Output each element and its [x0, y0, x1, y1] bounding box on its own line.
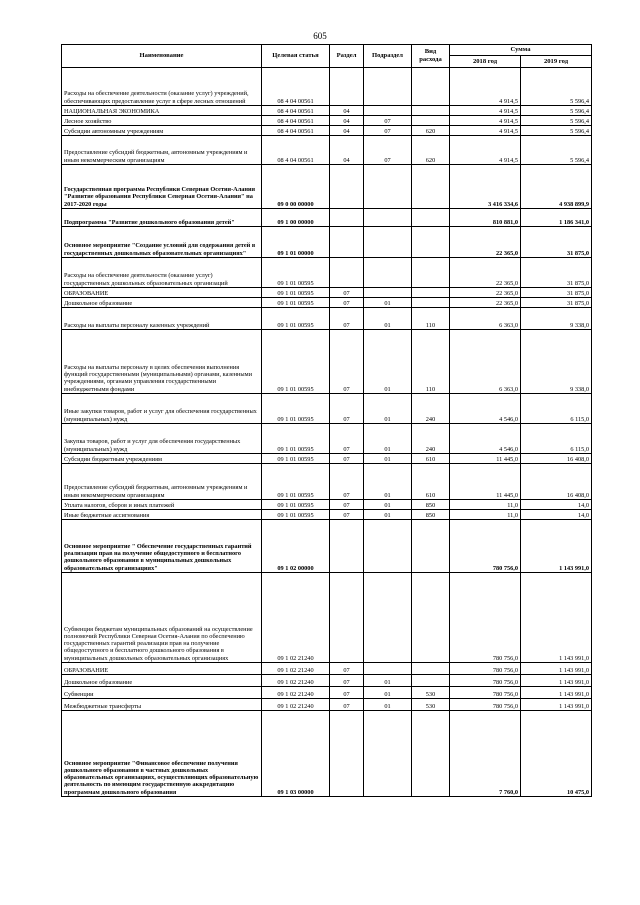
- row-expense-type: [412, 258, 450, 288]
- table-row: [62, 308, 592, 330]
- row-section: 07: [330, 298, 364, 308]
- row-name: Иные бюджетные ассигнования: [62, 510, 262, 520]
- row-2019: 10 475,0: [521, 711, 592, 797]
- row-target: 09 1 01 00595: [262, 298, 330, 308]
- table-row: [62, 298, 592, 308]
- row-expense-type: [412, 209, 450, 227]
- row-name: Субвенции: [62, 687, 262, 699]
- header-sum: Сумма: [450, 45, 592, 56]
- row-2018: 810 881,0: [450, 209, 521, 227]
- row-subsection: 01: [364, 424, 412, 454]
- row-target: 09 1 01 00595: [262, 308, 330, 330]
- row-expense-type: 850: [412, 500, 450, 510]
- table-row: [62, 106, 592, 116]
- row-2019: 5 596,4: [521, 136, 592, 165]
- row-subsection: 01: [364, 394, 412, 424]
- table-row: [62, 227, 592, 258]
- row-expense-type: 620: [412, 126, 450, 136]
- row-2019: 6 115,0: [521, 424, 592, 454]
- row-2018: 3 416 334,6: [450, 165, 521, 209]
- row-name: Расходы на обеспечение деятельности (оказание услуг) учреждений, обеспечивающих предоставление услуг в сфере лесных отношений: [62, 68, 262, 106]
- row-target: 09 1 01 00595: [262, 500, 330, 510]
- row-subsection: 01: [364, 510, 412, 520]
- row-2018: 11 445,0: [450, 464, 521, 500]
- row-target: 09 1 03 00000: [262, 711, 330, 797]
- row-2018: 22 365,0: [450, 227, 521, 258]
- row-2018: 4 546,0: [450, 424, 521, 454]
- row-name: Расходы на обеспечение деятельности (оказание услуг) государственных дошкольных образовательных организаций: [62, 258, 262, 288]
- table-row: [62, 711, 592, 797]
- row-name: Расходы на выплаты персоналу казенных учреждений: [62, 308, 262, 330]
- row-name: Подпрограмма "Развитие дошкольного образования детей": [62, 209, 262, 227]
- row-expense-type: 530: [412, 687, 450, 699]
- row-target: 09 1 01 00595: [262, 424, 330, 454]
- row-2019: 1 186 341,0: [521, 209, 592, 227]
- row-subsection: [364, 68, 412, 106]
- row-name: Субвенция бюджетам муниципальных образований на осуществление полномочий Республики Северная Осетия-Алания по обеспечению государственных гарантий реализации прав на получение общедоступного и бесплатного дошкольного образования в муниципальных дошкольных образовательных организациях: [62, 573, 262, 663]
- row-expense-type: [412, 227, 450, 258]
- row-2019: 1 143 991,0: [521, 675, 592, 687]
- row-2019: 14,0: [521, 500, 592, 510]
- row-target: 08 4 04 00561: [262, 68, 330, 106]
- budget-table: [61, 44, 592, 797]
- row-section: 07: [330, 308, 364, 330]
- row-2018: 780 756,0: [450, 573, 521, 663]
- row-2019: 1 143 991,0: [521, 687, 592, 699]
- row-expense-type: 240: [412, 424, 450, 454]
- row-2018: 4 914,5: [450, 68, 521, 106]
- header-section: Раздел: [330, 45, 364, 68]
- row-expense-type: 610: [412, 464, 450, 500]
- row-2018: 22 365,0: [450, 258, 521, 288]
- row-section: [330, 711, 364, 797]
- row-2018: 22 365,0: [450, 288, 521, 298]
- row-subsection: 01: [364, 298, 412, 308]
- row-subsection: [364, 106, 412, 116]
- row-target: 09 1 02 00000: [262, 520, 330, 573]
- row-2019: 9 338,0: [521, 330, 592, 394]
- row-expense-type: [412, 573, 450, 663]
- table-row: [62, 500, 592, 510]
- row-section: [330, 520, 364, 573]
- row-2018: 11,0: [450, 500, 521, 510]
- row-2019: 9 338,0: [521, 308, 592, 330]
- row-target: 09 1 01 00595: [262, 394, 330, 424]
- row-name: Предоставление субсидий бюджетным, автономным учреждениям и иным некоммерческим организациям: [62, 136, 262, 165]
- row-target: 09 1 01 00595: [262, 288, 330, 298]
- row-expense-type: [412, 165, 450, 209]
- row-target: 09 1 01 00595: [262, 454, 330, 464]
- row-expense-type: [412, 116, 450, 126]
- row-subsection: 01: [364, 454, 412, 464]
- row-expense-type: [412, 288, 450, 298]
- table-row: [62, 165, 592, 209]
- row-subsection: [364, 663, 412, 675]
- row-subsection: [364, 165, 412, 209]
- row-expense-type: [412, 298, 450, 308]
- row-subsection: 01: [364, 464, 412, 500]
- row-2019: 14,0: [521, 510, 592, 520]
- row-subsection: [364, 209, 412, 227]
- row-target: 09 1 01 00595: [262, 258, 330, 288]
- row-expense-type: 240: [412, 394, 450, 424]
- row-section: 07: [330, 675, 364, 687]
- row-subsection: [364, 711, 412, 797]
- row-2019: 31 875,0: [521, 298, 592, 308]
- row-name: НАЦИОНАЛЬНАЯ ЭКОНОМИКА: [62, 106, 262, 116]
- row-subsection: [364, 258, 412, 288]
- row-subsection: [364, 573, 412, 663]
- table-row: [62, 687, 592, 699]
- table-row: [62, 573, 592, 663]
- row-2018: 780 756,0: [450, 520, 521, 573]
- row-2019: 31 875,0: [521, 227, 592, 258]
- table-row: [62, 424, 592, 454]
- row-expense-type: 610: [412, 454, 450, 464]
- row-subsection: 07: [364, 136, 412, 165]
- row-target: 09 1 01 00595: [262, 464, 330, 500]
- row-2019: 16 408,0: [521, 464, 592, 500]
- row-2019: 1 143 991,0: [521, 520, 592, 573]
- row-2019: 5 596,4: [521, 68, 592, 106]
- row-expense-type: [412, 663, 450, 675]
- row-section: 07: [330, 699, 364, 711]
- row-target: 09 1 01 00000: [262, 227, 330, 258]
- row-section: [330, 227, 364, 258]
- table-row: [62, 699, 592, 711]
- row-section: 07: [330, 454, 364, 464]
- table-row: [62, 663, 592, 675]
- row-section: 04: [330, 136, 364, 165]
- row-2018: 4 914,5: [450, 106, 521, 116]
- row-2019: 5 596,4: [521, 116, 592, 126]
- row-section: 07: [330, 500, 364, 510]
- header-2019: 2019 год: [521, 56, 592, 68]
- row-target: 09 1 02 21240: [262, 687, 330, 699]
- row-2019: 31 875,0: [521, 288, 592, 298]
- header-name: Наименование: [62, 45, 262, 68]
- row-expense-type: 110: [412, 330, 450, 394]
- row-subsection: [364, 227, 412, 258]
- row-name: Иные закупки товаров, работ и услуг для обеспечения государственных (муниципальных) нужд: [62, 394, 262, 424]
- row-expense-type: [412, 520, 450, 573]
- row-2019: 16 408,0: [521, 454, 592, 464]
- row-target: 09 1 02 21240: [262, 675, 330, 687]
- header-2018: 2018 год: [450, 56, 521, 68]
- row-expense-type: 110: [412, 308, 450, 330]
- row-name: Дошкольное образование: [62, 298, 262, 308]
- row-target: 09 1 02 21240: [262, 663, 330, 675]
- row-subsection: 01: [364, 687, 412, 699]
- table-row: [62, 510, 592, 520]
- row-name: Закупка товаров, работ и услуг для обеспечения государственных (муниципальных) нужд: [62, 424, 262, 454]
- row-target: 09 0 00 00000: [262, 165, 330, 209]
- header-expense-type: Вид расхода: [412, 45, 450, 68]
- table-row: [62, 520, 592, 573]
- row-2018: 7 760,0: [450, 711, 521, 797]
- row-name: Основное мероприятие "Финансовое обеспечение получения дошкольного образования в частных дошкольных образовательных организациях, осуществляющих образовательную деятельность по имеющим государственную аккредитацию программам дошкольного образования: [62, 711, 262, 797]
- row-2018: 4 914,5: [450, 136, 521, 165]
- row-section: 07: [330, 424, 364, 454]
- row-name: Дошкольное образование: [62, 675, 262, 687]
- row-2018: 4 914,5: [450, 126, 521, 136]
- row-2018: 6 363,0: [450, 308, 521, 330]
- row-2019: 5 596,4: [521, 126, 592, 136]
- row-name: Предоставление субсидий бюджетным, автономным учреждениям и иным некоммерческим организациям: [62, 464, 262, 500]
- row-2018: 4 914,5: [450, 116, 521, 126]
- row-subsection: 01: [364, 500, 412, 510]
- row-2018: 11,0: [450, 510, 521, 520]
- row-expense-type: [412, 106, 450, 116]
- table-row: [62, 116, 592, 126]
- row-name: Государственная программа Республики Северная Осетия-Алания "Развитие образования Республики Северная Осетия-Алания" на 2017-2020 годы: [62, 165, 262, 209]
- row-2019: 1 143 991,0: [521, 699, 592, 711]
- row-expense-type: [412, 675, 450, 687]
- row-name: Основное мероприятие "Создание условий для содержания детей в государственных дошкольных образовательных организациях": [62, 227, 262, 258]
- table-row: [62, 68, 592, 106]
- row-name: ОБРАЗОВАНИЕ: [62, 663, 262, 675]
- row-section: 07: [330, 464, 364, 500]
- row-expense-type: 530: [412, 699, 450, 711]
- row-target: 08 4 04 00561: [262, 116, 330, 126]
- page-number: 605: [313, 31, 327, 41]
- row-subsection: 07: [364, 116, 412, 126]
- row-2018: 780 756,0: [450, 699, 521, 711]
- header-subsection: Подраздел: [364, 45, 412, 68]
- row-2018: 22 365,0: [450, 298, 521, 308]
- row-target: 08 4 04 00561: [262, 106, 330, 116]
- row-subsection: 01: [364, 675, 412, 687]
- row-section: 07: [330, 288, 364, 298]
- row-2018: 780 756,0: [450, 663, 521, 675]
- row-expense-type: 850: [412, 510, 450, 520]
- row-2018: 6 363,0: [450, 330, 521, 394]
- row-subsection: 01: [364, 330, 412, 394]
- table-row: [62, 675, 592, 687]
- row-name: Уплата налогов, сборов и иных платежей: [62, 500, 262, 510]
- row-subsection: [364, 520, 412, 573]
- row-section: 07: [330, 330, 364, 394]
- table-row: [62, 136, 592, 165]
- row-subsection: [364, 288, 412, 298]
- row-name: Субсидии бюджетным учреждениям: [62, 454, 262, 464]
- row-section: 07: [330, 687, 364, 699]
- row-target: 08 4 04 00561: [262, 136, 330, 165]
- table-row: [62, 288, 592, 298]
- row-2019: 6 115,0: [521, 394, 592, 424]
- row-target: 08 4 04 00561: [262, 126, 330, 136]
- row-subsection: 07: [364, 126, 412, 136]
- row-2019: 1 143 991,0: [521, 663, 592, 675]
- table-body: [62, 68, 592, 797]
- row-section: [330, 165, 364, 209]
- table-row: [62, 394, 592, 424]
- row-2018: 4 546,0: [450, 394, 521, 424]
- row-name: Субсидии автономным учреждениям: [62, 126, 262, 136]
- table-row: [62, 126, 592, 136]
- row-section: 07: [330, 510, 364, 520]
- table-row: [62, 209, 592, 227]
- row-target: 09 1 00 00000: [262, 209, 330, 227]
- row-section: 04: [330, 106, 364, 116]
- row-name: ОБРАЗОВАНИЕ: [62, 288, 262, 298]
- row-target: 09 1 02 21240: [262, 699, 330, 711]
- row-expense-type: [412, 711, 450, 797]
- row-2019: 4 938 899,9: [521, 165, 592, 209]
- row-section: [330, 258, 364, 288]
- row-section: [330, 68, 364, 106]
- table-row: [62, 258, 592, 288]
- row-section: 04: [330, 116, 364, 126]
- table-row: [62, 330, 592, 394]
- row-target: 09 1 01 00595: [262, 510, 330, 520]
- row-section: 07: [330, 663, 364, 675]
- row-2019: 31 875,0: [521, 258, 592, 288]
- row-section: [330, 209, 364, 227]
- row-expense-type: 620: [412, 136, 450, 165]
- row-target: 09 1 02 21240: [262, 573, 330, 663]
- table-row: [62, 454, 592, 464]
- row-name: Лесное хозяйство: [62, 116, 262, 126]
- table-row: [62, 464, 592, 500]
- row-2018: 780 756,0: [450, 687, 521, 699]
- row-name: Основное мероприятие " Обеспечение государственных гарантий реализации прав на получение общедоступного и бесплатного дошкольного образования в муниципальных дошкольных образовательных организациях": [62, 520, 262, 573]
- row-2018: 780 756,0: [450, 675, 521, 687]
- row-2018: 11 445,0: [450, 454, 521, 464]
- header-target: Целевая статья: [262, 45, 330, 68]
- row-section: 07: [330, 394, 364, 424]
- row-2019: 1 143 991,0: [521, 573, 592, 663]
- row-name: Межбюджетные трансферты: [62, 699, 262, 711]
- row-section: 04: [330, 126, 364, 136]
- row-expense-type: [412, 68, 450, 106]
- row-section: [330, 573, 364, 663]
- row-target: 09 1 01 00595: [262, 330, 330, 394]
- row-name: Расходы на выплаты персоналу в целях обеспечения выполнения функций государственными (муниципальными) органами, казенными учреждениями, органами управления государственными внебюджетными фондами: [62, 330, 262, 394]
- row-subsection: 01: [364, 308, 412, 330]
- row-subsection: 01: [364, 699, 412, 711]
- row-2019: 5 596,4: [521, 106, 592, 116]
